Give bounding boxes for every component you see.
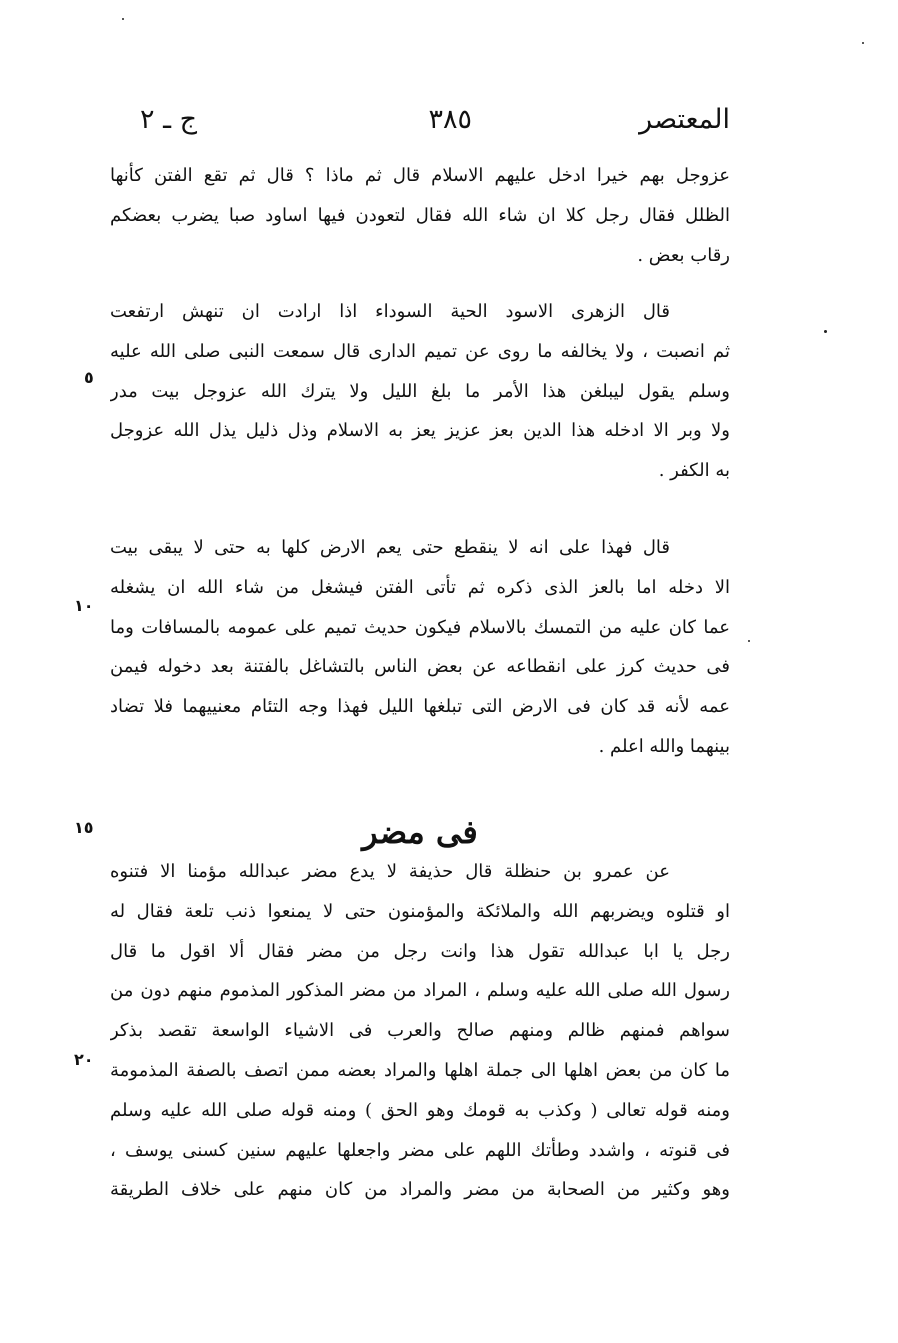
line-number-5: ٥ [84,368,94,387]
text-line: قال فهذا على انه لا ينقطع حتى يعم الارض كلها به حتى لا يبقى بيت [110,537,670,558]
text-line: رجل يا ابا عبدالله تقول هذا وانت رجل من مضر فقال ألا اقول ما قال [110,940,730,962]
text-line: وهو وكثير من الصحابة من مضر والمراد من كان منهم على خلاف الطريقة [110,1179,730,1201]
text-line: عزوجل بهم خيرا ادخل عليهم الاسلام قال ثم ماذا ؟ قال ثم تقع الفتن كأنها [110,165,730,186]
section-heading: فى مضر [362,813,478,851]
text-line: ومنه قوله تعالى ( وكذب به قومك وهو الحق ) ومنه قوله صلى الله عليه وسلم [110,1099,730,1121]
page-header [130,100,730,150]
scan-speck [862,42,864,44]
text-line: او قتلوه ويضربهم الله والملائكة والمؤمنون حتى لا يمنعوا ذنب تلعة فقال له [110,900,730,922]
text-line: الا دخله اما بالعز الذى ذكره ثم تأتى الفتن فيشغل من شاء الله ان يشغله [110,576,730,598]
text-line: عمه لأنه قد كان فى الارض التى تبلغها الليل فهذا وجه التئام معنييهما فلا تضاد [110,696,730,718]
text-line: ما كان من بعض اهلها الى جملة اهلها والمراد بعضه ممن اتصف بالصفة المذمومة [110,1059,730,1081]
line-number-20: ٢٠ [74,1050,94,1069]
scan-speck [748,640,750,642]
paragraph-3 [110,528,730,767]
text-line: ولا وبر الا ادخله هذا الدين بعز عزيز يعز به الاسلام وذل ذليل يذل الله عزوجل [110,420,730,442]
paragraph-1 [110,156,730,291]
text-line: بينهما والله اعلم . [598,735,730,757]
text-line: رقاب بعض . [637,244,730,266]
paragraph-2 [110,292,730,491]
page-number: ٣٨٥ [428,104,472,135]
text-line: عما كان عليه من التمسك بالاسلام فيكون حديث تميم على عمومه بالمسافات وما [110,616,730,638]
text-line: عن عمرو بن حنظلة قال حذيفة لا يدع مضر عبدالله مؤمنا الا فتنوه [110,861,670,882]
line-number-15: ١٥ [74,818,94,837]
scan-speck [824,330,827,333]
text-line: به الكفر . [658,460,730,482]
text-line: فى قنوته ، واشدد وطأتك اللهم على مضر واجعلها عليهم سنين كسنى يوسف ، [110,1139,730,1161]
text-line: وسلم يقول ليبلغن هذا الأمر ما بلغ الليل ولا يترك الله عزوجل بيت مدر [110,380,730,402]
line-number-10: ١٠ [74,596,94,615]
text-line: رسول الله صلى الله عليه وسلم ، المراد من مضر المذكور المذموم منهم دون من [110,980,730,1002]
text-line: سواهم فمنهم ظالم ومنهم صالح والعرب فى الاشياء الواسعة تقصد بذكر [110,1020,730,1042]
text-line: ثم انصبت ، ولا يخالفه ما روى عن تميم الدارى قال سمعت النبى صلى الله عليه [110,340,730,362]
text-line: فى حديث كرز على انقطاعه عن بعض الناس بالتشاغل بالفتنة بعد دخوله فيمن [110,656,730,678]
volume-label: ج ـ ٢ [140,104,198,135]
text-line: قال الزهرى الاسود الحية السوداء اذا ارادت ان تنهش ارتفعت [110,301,670,322]
book-title: المعتصر [639,104,730,135]
paragraph-4 [110,852,730,1210]
scan-speck [122,18,124,20]
text-line: الظلل فقال رجل كلا ان شاء الله فقال لتعودن فيها اساود صبا يضرب بعضكم [110,204,730,226]
